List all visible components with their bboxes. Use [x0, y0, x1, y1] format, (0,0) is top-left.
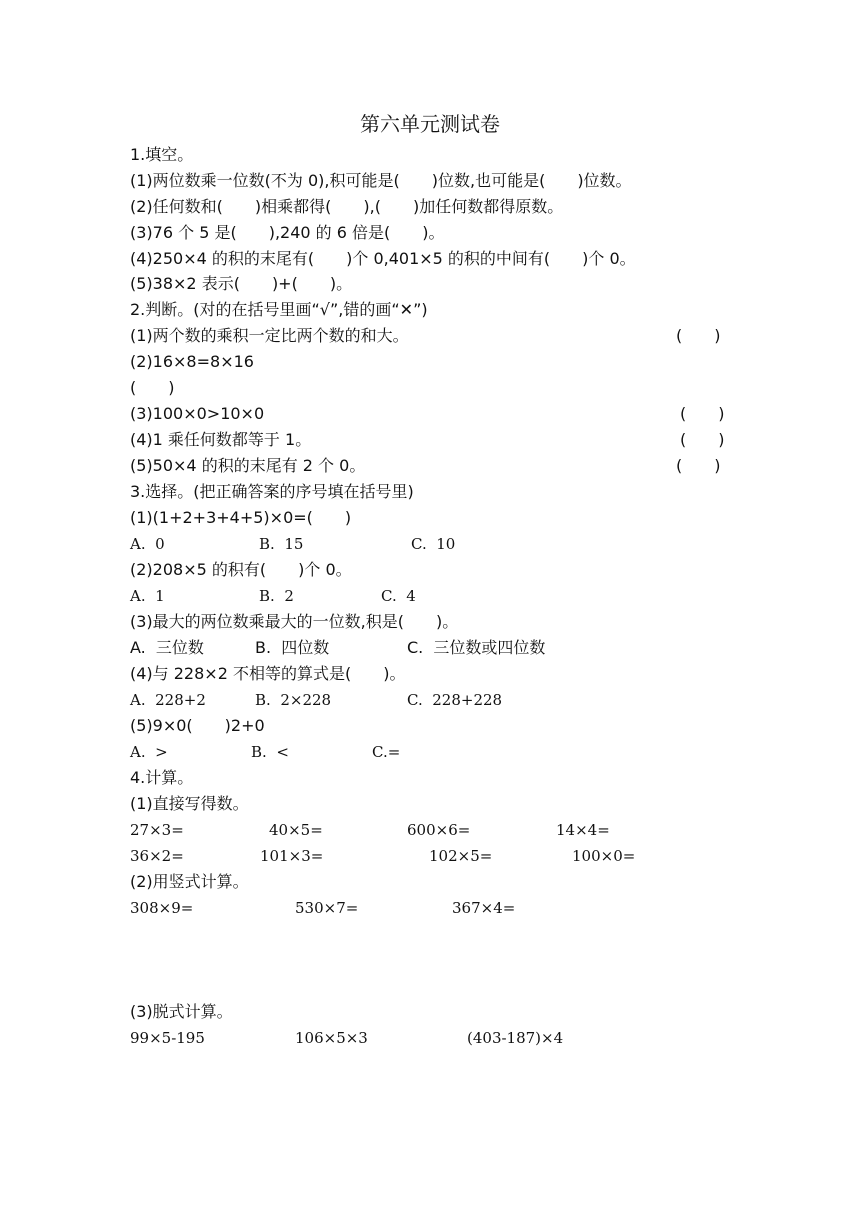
choice-5-option-b: B. <: [251, 743, 289, 761]
calc-1-item-6: 101×3=: [260, 847, 324, 865]
judge-item-2: (2)16×8=8×16: [130, 352, 254, 371]
judge-paren-1: ( ): [676, 326, 721, 345]
choice-3-option-c: C. 三位数或四位数: [407, 638, 546, 657]
judge-paren-4: ( ): [680, 430, 725, 449]
choice-5-option-a: A. >: [130, 743, 168, 761]
calc-3-item-2: 106×5×3: [295, 1029, 368, 1047]
judge-item-5: (5)50×4 的积的末尾有 2 个 0。: [130, 456, 366, 475]
judge-item-3: (3)100×0>10×0: [130, 404, 265, 423]
section-4-heading: 4.计算。: [130, 768, 194, 787]
section-2-heading: 2.判断。(对的在括号里画“√”,错的画“✕”): [130, 300, 428, 319]
calc-1-item-3: 600×6=: [407, 821, 471, 839]
choice-4-option-b: B. 2×228: [255, 691, 332, 709]
judge-item-1: (1)两个数的乘积一定比两个数的和大。: [130, 326, 409, 345]
calc-3-item-1: 99×5-195: [130, 1029, 205, 1047]
choice-question-4: (4)与 228×2 不相等的算式是( )。: [130, 664, 406, 683]
calc-1-item-8: 100×0=: [572, 847, 636, 865]
page-title: 第六单元测试卷: [360, 112, 500, 136]
calc-3-item-3: (403-187)×4: [467, 1029, 564, 1047]
choice-1-option-a: A. 0: [130, 535, 165, 553]
calc-1-item-4: 14×4=: [556, 821, 610, 839]
choice-question-1: (1)(1+2+3+4+5)×0=( ): [130, 508, 352, 527]
judge-paren-2: ( ): [130, 378, 175, 397]
calc-2-item-3: 367×4=: [452, 899, 516, 917]
fill-item-5: (5)38×2 表示( )+( )。: [130, 274, 353, 293]
calc-1-item-5: 36×2=: [130, 847, 184, 865]
judge-paren-3: ( ): [680, 404, 725, 423]
calc-2-item-1: 308×9=: [130, 899, 194, 917]
choice-3-option-b: B. 四位数: [255, 638, 330, 657]
choice-5-option-c: C.=: [372, 743, 401, 761]
choice-4-option-a: A. 228+2: [130, 691, 206, 709]
choice-3-option-a: A. 三位数: [130, 638, 204, 657]
judge-paren-5: ( ): [676, 456, 721, 475]
fill-item-1: (1)两位数乘一位数(不为 0),积可能是( )位数,也可能是( )位数。: [130, 171, 632, 190]
calc-1-item-1: 27×3=: [130, 821, 184, 839]
calc-2-item-2: 530×7=: [295, 899, 359, 917]
calc-part-3-heading: (3)脱式计算。: [130, 1002, 233, 1021]
judge-item-4: (4)1 乘任何数都等于 1。: [130, 430, 312, 449]
section-3-heading: 3.选择。(把正确答案的序号填在括号里): [130, 482, 414, 501]
fill-item-2: (2)任何数和( )相乘都得( ),( )加任何数都得原数。: [130, 197, 564, 216]
choice-4-option-c: C. 228+228: [407, 691, 503, 709]
choice-question-5: (5)9×0( )2+0: [130, 716, 265, 735]
fill-item-3: (3)76 个 5 是( ),240 的 6 倍是( )。: [130, 223, 445, 242]
choice-2-option-c: C. 4: [381, 587, 416, 605]
section-1-heading: 1.填空。: [130, 145, 194, 164]
calc-part-2-heading: (2)用竖式计算。: [130, 872, 249, 891]
fill-item-4: (4)250×4 的积的末尾有( )个 0,401×5 的积的中间有( )个 0。: [130, 249, 636, 268]
calc-1-item-2: 40×5=: [269, 821, 323, 839]
choice-question-2: (2)208×5 的积有( )个 0。: [130, 560, 352, 579]
choice-1-option-b: B. 15: [259, 535, 304, 553]
choice-2-option-b: B. 2: [259, 587, 294, 605]
calc-part-1-heading: (1)直接写得数。: [130, 794, 249, 813]
choice-2-option-a: A. 1: [130, 587, 165, 605]
choice-1-option-c: C. 10: [411, 535, 456, 553]
choice-question-3: (3)最大的两位数乘最大的一位数,积是( )。: [130, 612, 459, 631]
calc-1-item-7: 102×5=: [429, 847, 493, 865]
